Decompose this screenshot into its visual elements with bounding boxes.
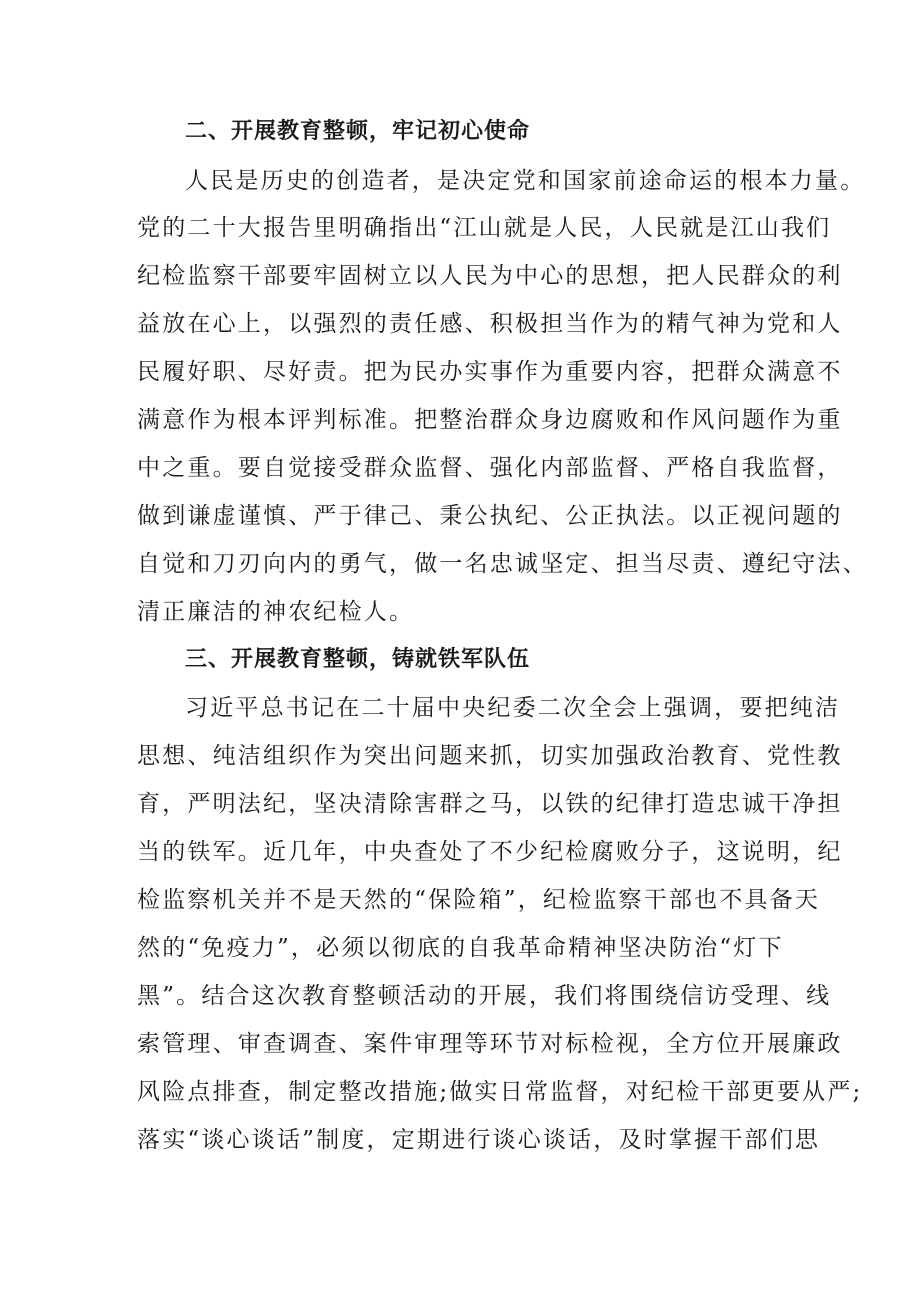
paragraph-line: 党的二十大报告里明确指出“江山就是人民，人民就是江山我们: [137, 215, 832, 241]
paragraph-line: 育，严明法纪，坚决清除害群之马，以铁的纪律打造忠诚干净担: [137, 791, 843, 817]
paragraph-line: 益放在心上，以强烈的责任感、积极担当作为的精气神为党和人: [137, 311, 843, 337]
paragraph-line: 黑”。结合这次教育整顿活动的开展，我们将围绕信访受理、线: [137, 983, 832, 1009]
section-heading-2: 二、开展教育整顿，牢记初心使命: [185, 119, 531, 144]
paragraph-line: 风险点排查，制定整改措施;做实日常监督，对纪检干部更要从严;: [137, 1079, 863, 1105]
paragraph-line: 落实“谈心谈话”制度，定期进行谈心谈话，及时掌握干部们思: [137, 1127, 821, 1153]
paragraph-line: 满意作为根本评判标准。把整治群众身边腐败和作风问题作为重: [137, 407, 843, 433]
paragraph-line: 思想、纯洁组织作为突出问题来抓，切实加强政治教育、党性教: [137, 743, 843, 769]
section-heading-3: 三、开展教育整顿，铸就铁军队伍: [185, 647, 531, 672]
paragraph-line: 做到谦虚谨慎、严于律己、秉公执纪、公正执法。以正视问题的: [137, 503, 843, 529]
paragraph-line: 然的“免疫力”，必须以彻底的自我革命精神坚决防治“灯下: [137, 935, 784, 961]
paragraph-line: 检监察机关并不是天然的“保险箱”，纪检监察干部也不具备天: [137, 887, 821, 913]
paragraph-line: 人民是历史的创造者，是决定党和国家前途命运的根本力量。: [185, 168, 866, 194]
paragraph-line: 中之重。要自觉接受群众监督、强化内部监督、严格自我监督，: [137, 455, 843, 481]
paragraph-line: 清正廉洁的神农纪检人。: [137, 599, 415, 625]
paragraph-line: 当的铁军。近几年，中央查处了不少纪检腐败分子，这说明，纪: [137, 839, 843, 865]
paragraph-line: 习近平总书记在二十届中央纪委二次全会上强调，要把纯洁: [185, 695, 841, 721]
paragraph-line: 索管理、审查调查、案件审理等环节对标检视，全方位开展廉政: [137, 1031, 843, 1057]
paragraph-line: 纪检监察干部要牢固树立以人民为中心的思想，把人民群众的利: [137, 263, 843, 289]
paragraph-line: 自觉和刀刃向内的勇气，做一名忠诚坚定、担当尽责、遵纪守法、: [137, 551, 868, 577]
paragraph-line: 民履好职、尽好责。把为民办实事作为重要内容，把群众满意不: [137, 359, 843, 385]
